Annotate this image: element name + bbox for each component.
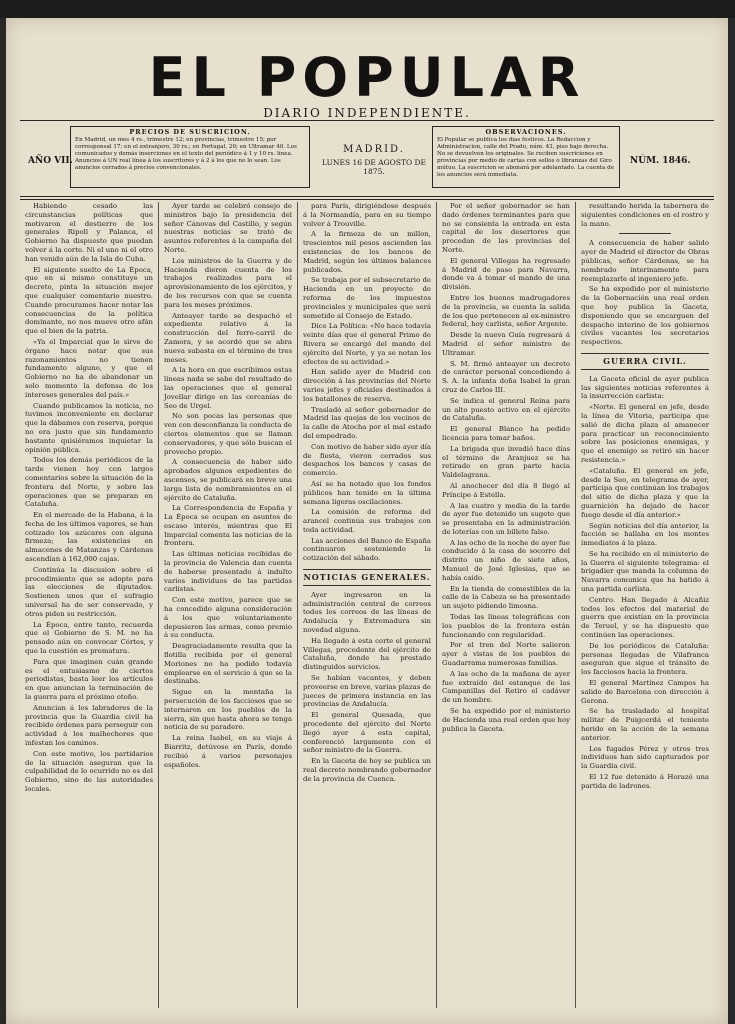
paragraph: En la Gaceta de hoy se publica un real decreto nombrando gobernador de la provincia de Cuenca. xyxy=(303,757,431,783)
dateline xyxy=(316,144,432,176)
newspaper-subtitle: DIARIO INDEPENDIENTE. xyxy=(263,106,471,120)
paragraph: Por el señor gobernador se han dado órdenes terminantes para que no se consienta la entrada en esta capital de los desertores que procedan de las provincias del Norte. xyxy=(442,202,570,254)
paragraph: Se habían vacantes, y deben proveerse en breve, varias plazas de jueces de primera instancia en las provincias de Andalucía. xyxy=(303,674,431,709)
masthead-rule xyxy=(20,120,714,121)
section-heading-civil-war: GUERRA CIVIL. xyxy=(581,353,709,370)
year-label: AÑO VII. xyxy=(28,156,73,166)
paragraph: Desgraciadamente resulta que la flotilla recibida por el general Moriones no ha podido todavía emplearse en el servicio á que se la destinaba. xyxy=(164,642,292,686)
paragraph: Se ha trasladado al hospital militar de Puigcerdá el teniente herido en la acción de la semana anterior. xyxy=(581,707,709,742)
column-3 xyxy=(298,202,437,1008)
paragraph: S. M. firmó anteayer un decreto de carácter personal concediendo á S. A. la infanta doña Isabel la gran cruz de Carlos III. xyxy=(442,359,570,394)
column-4 xyxy=(437,202,576,1008)
article-columns xyxy=(20,202,714,1008)
paragraph: Se indica el general Reina para un alto puesto activo en el ejército de Cataluña. xyxy=(442,396,570,423)
paragraph: El 12 fue detenido á Horazó una partida de ladrones. xyxy=(581,773,709,790)
info-bar-rule-bottom xyxy=(20,199,714,200)
paragraph: Anteayer tarde se despachó el expediente relativo á la construcción del ferro-carril de Zamora, y se acordó que se abra nueva subasta en el término de tres meses. xyxy=(164,311,292,364)
paragraph: Dice La Política: «No hace todavía veinte días que el general Primo de Rivera se encargó del mando del ejército del Norte, y ya se notan los efectos de su actividad.» xyxy=(303,322,431,366)
paragraph: La comisión de reforma del arancel continúa sus trabajos con toda actividad. xyxy=(303,508,431,534)
paragraph: La brigada que invadió hace días el término de Aranjuez se ha retirado en gran parte hacia Valdelagrana. xyxy=(442,444,570,480)
separator xyxy=(619,233,670,234)
paragraph: «Norte. El general en jefe, desde la línea de Vitoria, participa que salió de dicha plaza al amanecer para practicar un reconocimiento sobre las posiciones enemigas, y que el enemigo se retiró sin hacer resistencia.» xyxy=(581,403,709,464)
paragraph: La reina Isabel, en su viaje á Biarritz, detúvose en París, donde recibió á varios personajes españoles. xyxy=(164,734,292,769)
paragraph: Según noticias del día anterior, la facción se hallaba en los montes inmediatos á la plaza. xyxy=(581,521,709,548)
paragraph: El general Blanco ha pedido licencia para tomar baños. xyxy=(442,425,570,442)
paragraph: Se ha recibido en el ministerio de la Guerra el siguiente telegrama: el brigadier que manda la columna de Navarra comunica que ha batido á una partida carlista. xyxy=(581,549,709,594)
paragraph: Los ministros de la Guerra y de Hacienda dieron cuenta de los trabajos realizados para el aprovisionamiento de los ejércitos, y de los recursos con que se cuenta para los meses próximos. xyxy=(164,256,292,309)
paragraph: Se trabaja por el subsecretario de Hacienda en un proyecto de reforma de los impuestos provinciales y municipales que será sometido al Consejo de Estado. xyxy=(303,276,431,320)
newspaper-title: EL POPULAR xyxy=(148,46,586,109)
paragraph: «Cataluña. El general en jefe, desde la Seo, en telegrama de ayer, participa que continúan los trabajos del sitio de dicha plaza y que la guarnición ha dejado de hacer fuego desde el día anterior.» xyxy=(581,466,709,519)
paragraph: A la firmeza de un millon, trescientos mil pesos ascienden las existencias de los bancos de Madrid, según los últimos balances publicados. xyxy=(303,230,431,274)
masthead xyxy=(6,48,728,120)
paragraph: Se ha expedido por el ministerio de Hacienda una real orden que hoy publica la Gaceta. xyxy=(442,707,570,733)
paragraph: Habiendo cesado las circunstancias políticas que motivaron el destierro de los generales Ripoll y Palanca, el Gobierno ha dispuesto que puedan volver á la corte. Ni el uno ni el otro han venido aún de la Isla de Cuba. xyxy=(25,202,153,263)
issue-number: NÚM. 1846. xyxy=(630,156,691,166)
observations-box xyxy=(432,126,620,188)
paragraph: Con este motivo, los partidarios de la situación aseguran que la culpabilidad de lo ocurrido no es del Gobierno, sino de las autoridades locales. xyxy=(25,749,153,793)
prices-title: PRECIOS DE SUSCRICION. xyxy=(129,128,251,136)
paragraph: Centro. Han llegado á Alcañiz todos los efectos del material de guerra que existían en la provincia de Teruel, y se ha dispuesto que continúen las operaciones. xyxy=(581,595,709,640)
info-bar xyxy=(20,122,714,192)
paragraph: Anuncian á los labradores de la provincia que la Guardia civil ha recibido órdenes para perseguir con actividad á los malhechores que infestan los caminos. xyxy=(25,703,153,748)
paragraph: A las ocho de la noche de ayer fue conducido á la casa de socorro del distrito un niño de siete años, Manuel de José Iglesias, que se había caído. xyxy=(442,538,570,582)
paragraph: Las últimas noticias recibidas de la provincia de Valencia dan cuenta de haberse presentado á indulto varios individuos de las partidas carlistas. xyxy=(164,550,292,594)
paragraph: «Ya el Imparcial que le sirve de órgano hace notar que sus razonamientos no tienen fundamento alguno, y que el Gobierno no ha de abandonar un solo momento la defensa de los intereses generales del país.» xyxy=(25,337,153,399)
paragraph: La Época, entre tanto, recuerda que el Gobierno de S. M. no ha pensado aún en convocar Córtes, y que la cuestión es prematura. xyxy=(25,620,153,656)
paragraph: Con motivo de haber sido ayer día de fiesta, vieron cerrados sus despachos los bancos y casas de comercio. xyxy=(303,442,431,478)
paragraph: Así se ha notado que los fondos públicos han tenido en la última semana ligeras oscilaciones. xyxy=(303,479,431,506)
paragraph: Sigue en la montaña la persecución de los facciosos que se internaron en los pueblos de la sierra, sin que hasta ahora se tenga noticia de su paradero. xyxy=(164,688,292,732)
paragraph: Se ha expedido por el ministerio de la Gobernación una real orden que hoy publica la Gaceta, disponiendo que se encarguen del despacho interino de los gobiernos civiles vacantes los secretarios respectivos. xyxy=(581,285,709,347)
paragraph: Todos los demás periódicos de la tarde vienen hoy con largos comentarios sobre la situación de la frontera del Norte, y sobre las operaciones que se preparan en Cataluña. xyxy=(25,456,153,509)
paragraph: Trasladó al señor gobernador de Madrid las quejas de los vecinos de la calle de Atocha por el mal estado del empedrado. xyxy=(303,405,431,440)
paragraph: El siguiente suelto de La Época, que en sí mismo constituye un decreto, pinta la situación mejor que cualquier comentario nuestro. Cuando procuramos hacer notar las consecuencias de la política dominante, no nos mueve otro afán que el bien de la patria. xyxy=(25,265,153,336)
column-5 xyxy=(576,202,714,1008)
column-1 xyxy=(20,202,159,1008)
paragraph: Entre los buenos madrugadores de la provincia, se cuenta la salida de los que pertenecen al ex-ministro federal, hoy carlista, señor Argente. xyxy=(442,293,570,329)
prices-text: En Madrid, un mes 4 rs., trimestre 12; en provincias, trimestre 15; por corresponsal 17; en el extranjero, 30 rs.; en Portugal, 20; en Ultramar 40. Los comunicados y demás inserciones en el texto del periódico á 1 y 10 rs. línea. Anuncios á UN real línea á los suscritores y á 2 á los que no lo sean. Los anuncios cerrados á precios convencionales. xyxy=(75,137,297,171)
subscription-prices-box xyxy=(70,126,310,188)
paragraph: La Correspondencia de España y La Época se ocupan en asuntos de escaso interés, mientras que El Imparcial comenta las noticias de la frontera. xyxy=(164,504,292,548)
paragraph: Cuando publicamos la noticia, no tuvimos inconveniente en declarar que la dábamos con reserva, porque no era justo que sin fundamento bastante quisiéramos inquietar la opinión pública. xyxy=(25,401,153,454)
paragraph: Las acciones del Banco de España continuaron sosteniendo la cotización del sábado. xyxy=(303,536,431,563)
paragraph: No son pocas las personas que ven con desconfianza la conducta de ciertos elementos que se llaman conservadores, y que sólo buscan el provecho propio. xyxy=(164,412,292,456)
paragraph: A consecuencia de haber sido aprobados algunos expedientes de ascensos, se publicará en breve una larga lista de nombramientos en el ejército de Cataluña. xyxy=(164,458,292,502)
paragraph: A las cuatro y media de la tarde de ayer fue detenido un sugeto que se presentaba en la administración de loterías con un billete falso. xyxy=(442,501,570,536)
dateline-city: MADRID. xyxy=(343,144,405,155)
paragraph: En la tienda de comestibles de la calle de la Cabeza se ha presentado un sujeto pidiendo limosna. xyxy=(442,584,570,611)
column-2 xyxy=(159,202,298,1008)
info-bar-rule-top xyxy=(20,196,714,197)
paragraph: El general Quesada, que procedente del ejército del Norte llegó ayer á esta capital, conferenció largamente con el señor ministro de la Guerra. xyxy=(303,711,431,755)
paragraph: A la hora en que escribimos estas líneas nada se sabe del resultado de las operaciones que el general Jovellar dirige en las cercanías de Seo de Urgel. xyxy=(164,366,292,410)
paragraph: Para que imaginen cuán grande es el entusiasmo de ciertos periodistas, basta leer los artículos en que anuncian la terminación de la guerra para el próximo otoño. xyxy=(25,657,153,702)
dateline-date: LUNES 16 DE AGOSTO DE 1875. xyxy=(322,158,426,176)
observations-title: OBSERVACIONES. xyxy=(485,128,567,136)
paragraph: De los periódicos de Cataluña: personas llegadas de Vilafranca aseguran que sigue el tránsito de los facciosos hacia la frontera. xyxy=(581,641,709,677)
paragraph: Continúa la discusion sobre el procedimiento que se adopte para las elecciones de diputados. Sostienen unos que el sufragio universal ha de ser conservado, y otros piden su restricción. xyxy=(25,565,153,618)
paragraph: Por el tren del Norte salieron ayer á vistas de los pueblos de Guadarrama numerosas familias. xyxy=(442,641,570,668)
paragraph: A consecuencia de haber salido ayer de Madrid el director de Obras públicas, señor Cárdenas, se ha nombrado interinamente para reemplazarle al ingeniero jefe. xyxy=(581,239,709,283)
paragraph: Ha llegado á esta corte el general Villegas, procedente del ejército de Cataluña, donde ha prestado distinguidos servicios. xyxy=(303,636,431,672)
observations-text: El Popular se publica los dias festivos. La Redaccion y Administracion, calle del Prado, núm. 43, piso bajo derecha. No se devuelven los originales. Se reciben suscriciones en provincias por medio de cartas con sellos o libranzas del Giro mútuo. La suscricion se abonará por adelantado. La cuenta de los anuncios será inmediata. xyxy=(437,137,615,178)
paragraph: Con este motivo, parece que se ha concedido alguna consideración á los que voluntariamente depusieron las armas, como premio á su conducta. xyxy=(164,596,292,640)
section-heading-general-news: NOTICIAS GENERALES. xyxy=(303,569,431,586)
paragraph: Ayer ingresaron en la administración central de correos todos los correos de las líneas de Andalucía y Extremadura sin novedad alguna. xyxy=(303,590,431,635)
paragraph: resultando herida la tabernera de siguientes condiciones en el rostro y la mano. xyxy=(581,202,709,228)
paragraph: para París, dirigiéndose después á la Normandía, para en su tiempo volver á Trouville. xyxy=(303,202,431,228)
paragraph: Los fugados Pérez y otros tres individuos han sido capturados por la Guardia civil. xyxy=(581,744,709,771)
paragraph: En el mercado de la Habana, á la fecha de los últimos vapores, se han cotizado los azúcares con alguna firmeza; las existencias en almacenes de Matanzas y Cárdenas ascendían á 162,000 cajas. xyxy=(25,511,153,564)
paragraph: Al anochecer del día 8 llegó al Príncipe á Estella. xyxy=(442,481,570,499)
paragraph: Todas las líneas telegráficas con los pueblos de la frontera están funcionando con regularidad. xyxy=(442,613,570,639)
scan-top-edge xyxy=(0,0,735,18)
paragraph: La Gaceta oficial de ayer publica las siguientes noticias referentes á la insurrección carlista: xyxy=(581,374,709,401)
paragraph: Desde la nueva Guía regresará á Madrid el señor ministro de Ultramar. xyxy=(442,331,570,357)
paragraph: Han salido ayer de Madrid con dirección á las provincias del Norte varios jefes y oficiales destinados á los batallones de reserva. xyxy=(303,368,431,403)
paragraph: El general Villegas ha regresado á Madrid de paso para Navarra, donde va á tomar el mando de una división. xyxy=(442,256,570,292)
newspaper-page xyxy=(6,18,728,1024)
paragraph: A las ocho de la mañana de ayer fue extraído del estanque de las Campanillas del Retiro el cadáver de un hombre. xyxy=(442,669,570,705)
paragraph: El general Martínez Campos ha salido de Barcelona con dirección á Gerona. xyxy=(581,679,709,705)
paragraph: Ayer tarde se celebró consejo de ministros bajo la presidencia del señor Cánovas del Castillo, y según nuestras noticias se trató de asuntos referentes á la campaña del Norte. xyxy=(164,202,292,254)
